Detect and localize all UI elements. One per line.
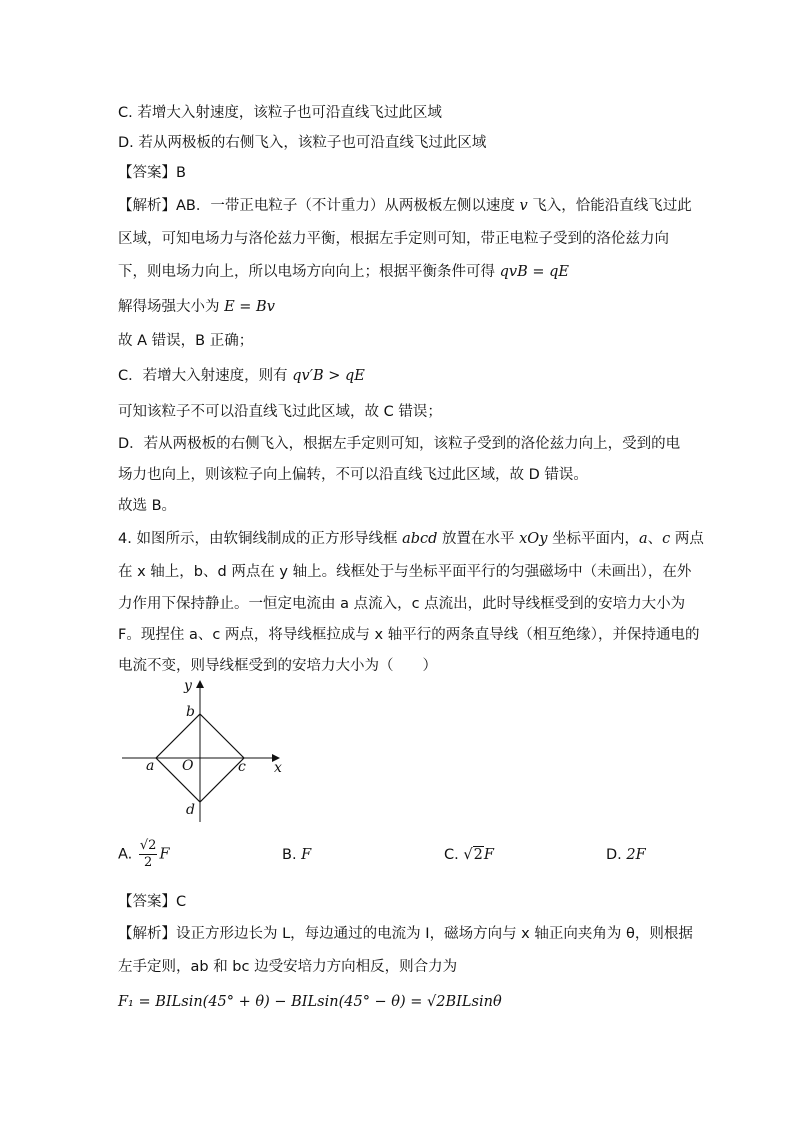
analysis-line-4: 解得场强大小为 E = Bv [118, 299, 275, 315]
choice-b: B. F [282, 847, 312, 863]
x-axis-label: x [274, 760, 282, 776]
question-4-line-5: 电流不变，则导线框受到的安培力大小为（ ） [118, 658, 437, 674]
point-c-label: c [238, 759, 246, 775]
analysis-line-6: C．若增大入射速度，则有 qv′B > qE [118, 368, 365, 384]
point-a-label: a [146, 758, 155, 774]
analysis-2-line-1: 【解析】设正方形边长为 L，每边通过的电流为 I，磁场方向与 x 轴正向夹角为 θ，则根据 [118, 926, 693, 942]
answer-label-2: 【答案】C [118, 894, 187, 910]
analysis-line-2: 区域，可知电场力与洛伦兹力平衡，根据左手定则可知，带正电粒子受到的洛伦兹力向 [118, 231, 669, 247]
analysis-line-3: 下，则电场力向上，所以电场方向向上；根据平衡条件可得 qvB = qE [118, 264, 569, 280]
option-c-text: C. 若增大入射速度，该粒子也可沿直线飞过此区域 [118, 105, 442, 121]
choice-a: A. $\frac{√2}{2}$ F [118, 838, 170, 870]
point-b-label: b [186, 704, 195, 720]
fraction: $\frac{√2}{2}$ [139, 838, 157, 870]
origin-label: O [182, 758, 194, 774]
analysis-line-8: D．若从两极板的右侧飞入，根据左手定则可知，该粒子受到的洛伦兹力向上，受到的电 [118, 436, 681, 452]
point-d-label: d [186, 802, 195, 818]
analysis-line-7: 可知该粒子不可以沿直线飞过此区域，故 C 错误； [118, 404, 442, 420]
question-4-line-2: 在 x 轴上，b、d 两点在 y 轴上。线框处于与坐标平面平行的匀强磁场中（未画出），在外 [118, 564, 692, 580]
choice-d: D. 2F [606, 847, 646, 863]
y-axis-label: y [184, 678, 192, 694]
question-4-line-1: 4. 如图所示，由软铜线制成的正方形导线框 abcd 放置在水平 xOy 坐标平面内，a、c 两点 [118, 531, 704, 547]
analysis-2-line-2: 左手定则，ab 和 bc 边受安培力方向相反，则合力为 [118, 959, 458, 975]
analysis-line-5: 故 A 错误，B 正确； [118, 333, 254, 349]
sqrt-symbol: √2 [463, 847, 483, 863]
option-d-text: D. 若从两极板的右侧飞入，该粒子也可沿直线飞过此区域 [118, 135, 487, 151]
question-4-line-3: 力作用下保持静止。一恒定电流由 a 点流入，c 点流出，此时导线框受到的安培力大小为 [118, 596, 686, 612]
analysis-line-1: 【解析】AB．一带正电粒子（不计重力）从两极板左侧以速度 v 飞入，恰能沿直线飞过此 [118, 198, 692, 214]
square-loop-figure [118, 678, 318, 828]
answer-label: 【答案】B [118, 165, 186, 181]
analysis-line-9: 场力也向上，则该粒子向上偏转，不可以沿直线飞过此区域，故 D 错误。 [118, 467, 588, 483]
choice-c: C. √2F [444, 847, 494, 863]
force-equation: F₁ = BILsin(45° + θ) − BILsin(45° − θ) = √2BILsinθ [118, 994, 502, 1010]
analysis-line-10: 故选 B。 [118, 498, 177, 514]
question-4-line-4: F。现捏住 a、c 两点，将导线框拉成与 x 轴平行的两条直导线（相互绝缘），并保持通电的 [118, 627, 700, 643]
